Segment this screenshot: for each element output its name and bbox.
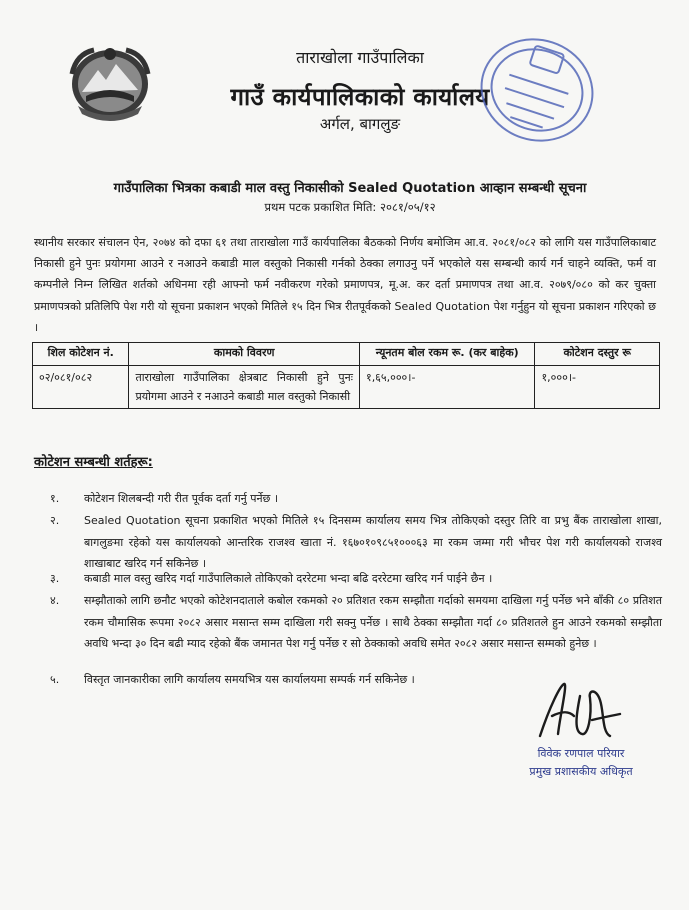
notice-title: गाउँपालिका भित्रका कबाडी माल वस्तु निकासीको Sealed Quotation आव्हान सम्बन्धी सूचना	[113, 181, 587, 196]
condition-text: कोटेशन शिलबन्दी गरी रीत पूर्वक दर्ता गर्नु पर्नेछ ।	[84, 492, 279, 505]
publish-date: प्रथम पटक प्रकाशित मिति: २०८१/०५/१२	[264, 200, 436, 214]
condition-item	[50, 510, 662, 575]
cell-quotation-fee: १,०००।-	[535, 366, 660, 409]
condition-number: ४.	[50, 594, 60, 607]
condition-text: विस्तृत जानकारीका लागि कार्यालय समयभित्र यस कार्यालयमा सम्पर्क गर्न सकिनेछ ।	[84, 673, 415, 686]
office-address: अर्गल, बागलुङ	[319, 115, 401, 133]
condition-number: १.	[50, 492, 60, 505]
condition-text: सम्झौताको लागि छनौट भएको कोटेशनदाताले कबोल रकमको २० प्रतिशत रकम सम्झौता गर्दाको समयमा दाखिला गर्नु पर्नेछ भने बाँकी ८० प्रतिशत रकम चौमासिक रूपमा २०८२ असार मसान्त सम्म दाखिला गरी सक्नु पर्नेछ । साथै ठेक्का सम्झौता गर्दा ८० प्रतिशतले हुन आउने रकमको सम्झौता अवधि भन्दा ३० दिन बढी म्याद रहेको बैंक जमानत पेश गर्नु पर्नेछ र सो ठेक्काको अवधि समेत २०८२ असार मसान्त सम्मको हुनेछ ।	[84, 594, 662, 650]
signature	[530, 676, 626, 748]
condition-item	[50, 590, 662, 655]
col-header-work-description: कामको विवरण	[129, 343, 360, 366]
condition-number: ५.	[50, 673, 60, 686]
signatory-name: विवेक रणपाल परियार	[537, 747, 625, 760]
table-row	[33, 366, 660, 409]
condition-text: कबाडी माल वस्तु खरिद गर्दा गाउँपालिकाले तोकिएको दररेटमा भन्दा बढि दररेटमा खरिद गर्न पाईने छैन ।	[84, 572, 493, 585]
cell-work-description: ताराखोला गाउँपालिका क्षेत्रबाट निकासी हुने पुनः प्रयोगमा आउने र नआउने कबाडी माल वस्तुको निकासी	[129, 366, 360, 409]
condition-number: ३.	[50, 572, 60, 585]
condition-text: Sealed Quotation सूचना प्रकाशित भएको मितिले १५ दिनसम्म कार्यालय समय भित्र तोकिएको दस्तुर तिरि वा प्रभु बैंक ताराखोला शाखा, बागलुङमा रहेको यस कार्यालयको आन्तरिक राजश्व खाता नं. १६७०१०९८५१०००६३ मा रकम जम्मा गरी भौचर पेश गरी कार्यालयको राजश्व शाखाबाट खरिद गर्न सकिनेछ ।	[84, 514, 662, 570]
table-header-row	[33, 343, 660, 366]
office-name: गाउँ कार्यपालिकाको कार्यालय	[230, 83, 490, 111]
col-header-quotation-no: शिल कोटेशन नं.	[33, 343, 129, 366]
signatory-post: प्रमुख प्रशासकीय अधिकृत	[529, 765, 633, 778]
condition-item	[50, 568, 662, 590]
quotation-table	[32, 342, 660, 409]
intro-paragraph: स्थानीय सरकार संचालन ऐन, २०७४ को दफा ६१ तथा ताराखोला गाउँ कार्यपालिका बैठकको निर्णय बमोजिम आ.व. २०८१/०८२ को लागि यस गाउँपालिकाबाट निकासी हुने पुनः प्रयोगमा आउने र नआउने कबाडी माल वस्तुको निकासी गर्नको ठेक्का लगाउनु पर्ने भएकोले यस सम्बन्धी कार्य गर्न चाहने व्यक्ति, फर्म वा कम्पनीले निम्न लिखित शर्तको अधिनमा रही आफ्नो फर्म नवीकरण गरेको प्रमाणपत्र, मू.अ. कर दर्ता प्रमाणपत्र तथा आ.व. २०७९/०८० को कर चुक्ता प्रमाणपत्रको प्रतिलिपि पेश गरी यो सूचना प्रकाशन भएको मितिले १५ दिन भित्र रीतपूर्वकको Sealed Quotation पेश गर्नुहुन यो सूचना प्रकाशन गरिएको छ ।	[34, 236, 656, 334]
condition-item	[50, 488, 662, 510]
col-header-minimum-bid: न्यूनतम बोल रकम रू. (कर बाहेक)	[359, 343, 534, 366]
cell-quotation-no: ०२/०८१/०८२	[33, 366, 129, 409]
office-seal-stamp	[476, 34, 598, 146]
cell-minimum-bid: १,६५,०००।-	[359, 366, 534, 409]
municipality-name: ताराखोला गाउँपालिका	[296, 48, 424, 67]
condition-number: २.	[50, 514, 60, 527]
col-header-quotation-fee: कोटेशन दस्तुर रू	[535, 343, 660, 366]
nepal-emblem-icon	[68, 44, 152, 122]
conditions-heading: कोटेशन सम्बन्धी शर्तहरू:	[34, 455, 153, 470]
